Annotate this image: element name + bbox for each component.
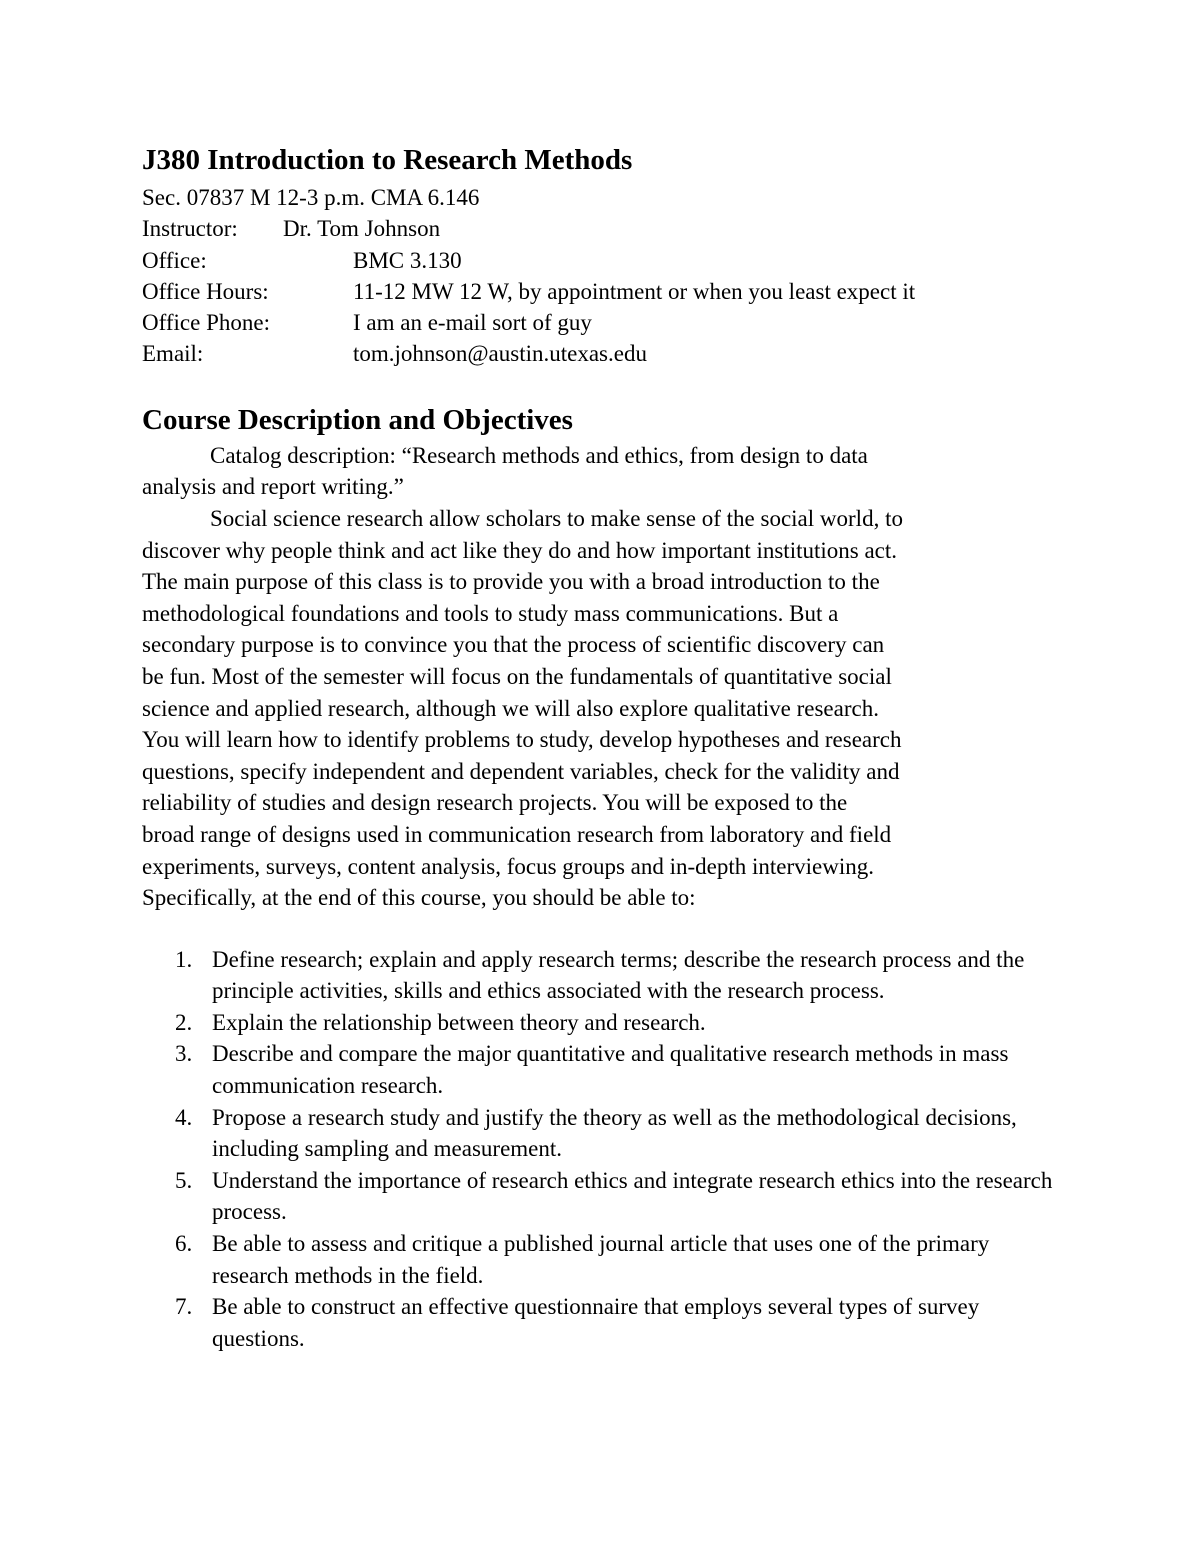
objective-item [142, 1102, 1072, 1165]
text-line: broad range of designs used in communication research from laboratory and field [142, 821, 892, 847]
office-phone-value: I am an e-mail sort of guy [353, 310, 592, 336]
office-phone-label: Office Phone: [142, 310, 270, 336]
objective-number: 3. [175, 1041, 193, 1067]
office-value: BMC 3.130 [353, 247, 462, 273]
text-line: questions, specify independent and dependent variables, check for the validity and [142, 758, 900, 784]
objective-item [142, 1038, 1072, 1101]
section-heading: Course Description and Objectives [142, 403, 573, 436]
catalog-description [142, 440, 1072, 503]
objective-text: Define research; explain and apply research terms; describe the research process and the principle activities, skills and ethics associated with the research process. [212, 946, 1025, 1004]
instructor-row [142, 213, 1072, 244]
objective-text: Understand the importance of research ethics and integrate research ethics into the research process. [212, 1167, 1053, 1225]
text-line: reliability of studies and design research projects. You will be exposed to the [142, 790, 848, 816]
objective-item [142, 1007, 1072, 1039]
instructor-label: Instructor: [142, 216, 238, 242]
text-line: be fun. Most of the semester will focus on the fundamentals of quantitative social [142, 663, 892, 689]
text-line: methodological foundations and tools to study mass communications. But a [142, 600, 839, 626]
objective-text: Be able to construct an effective questionnaire that employs several types of survey questions. [212, 1294, 980, 1351]
objective-number: 5. [175, 1167, 193, 1193]
text-line: Specifically, at the end of this course, you should be able to: [142, 885, 696, 911]
office-phone-row [142, 307, 1072, 338]
objective-text: Propose a research study and justify the theory as well as the methodological decisions, including sampling and measurement. [212, 1104, 1017, 1162]
syllabus-page [142, 140, 1072, 1354]
course-title: J380 Introduction to Research Methods [142, 144, 633, 176]
course-description [142, 503, 1072, 914]
text-line: You will learn how to identify problems to study, develop hypotheses and research [142, 727, 902, 753]
email-value[interactable]: tom.johnson@austin.utexas.edu [353, 341, 647, 367]
objective-item [142, 1228, 1072, 1291]
office-hours-row [142, 276, 1072, 307]
text-line: science and applied research, although we will also explore qualitative research. [142, 695, 879, 721]
text-line: Catalog description: “Research methods and ethics, from design to data [210, 442, 868, 468]
text-line: experiments, surveys, content analysis, focus groups and in-depth interviewing. [142, 853, 875, 879]
objective-item [142, 1165, 1072, 1228]
text-line: Social science research allow scholars to make sense of the social world, to [210, 505, 903, 531]
text-line: discover why people think and act like they do and how important institutions act. [142, 537, 898, 563]
office-label: Office: [142, 247, 207, 273]
objective-item [142, 944, 1072, 1007]
text-line: analysis and report writing.” [142, 474, 404, 500]
objective-number: 7. [175, 1294, 193, 1320]
objective-item [142, 1291, 1072, 1354]
objectives-list [142, 944, 1072, 1355]
section-line: Sec. 07837 M 12-3 p.m. CMA 6.146 [142, 185, 480, 210]
email-label: Email: [142, 341, 204, 367]
objective-text: Describe and compare the major quantitative and qualitative research methods in mass communication research. [212, 1041, 1009, 1099]
objective-text: Be able to assess and critique a published journal article that uses one of the primary research methods in the field. [212, 1231, 990, 1288]
objective-number: 6. [175, 1231, 193, 1257]
office-hours-value: 11-12 MW 12 W, by appointment or when you least expect it [353, 278, 916, 304]
objective-number: 2. [175, 1009, 193, 1035]
office-row [142, 245, 1072, 276]
text-line: secondary purpose is to convince you that the process of scientific discovery can [142, 632, 885, 658]
objective-number: 4. [175, 1104, 193, 1130]
email-row [142, 338, 1072, 369]
office-hours-label: Office Hours: [142, 278, 269, 304]
instructor-value: Dr. Tom Johnson [283, 216, 441, 242]
objective-text: Explain the relationship between theory and research. [212, 1009, 706, 1035]
objective-number: 1. [175, 946, 193, 972]
text-line: The main purpose of this class is to provide you with a broad introduction to the [142, 569, 880, 595]
